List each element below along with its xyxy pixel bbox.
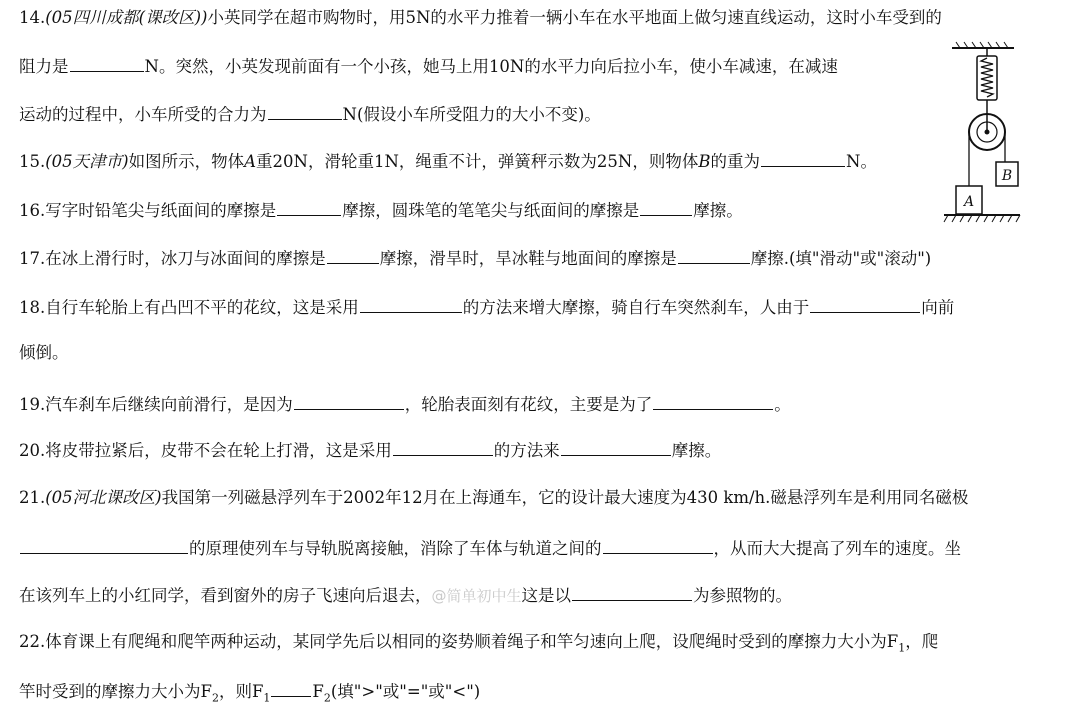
q22-sub-4: 2 — [323, 691, 331, 705]
q22-sub-2: 2 — [211, 691, 219, 705]
q15-text-1: 如图所示，物体 — [128, 152, 245, 171]
q19-blank-2[interactable] — [653, 391, 773, 410]
q19-text-2: ，轮胎表面刻有花纹，主要是为了 — [404, 395, 653, 414]
q21-text-6: 为参照物的。 — [693, 586, 793, 605]
q22-sub-1: 1 — [898, 641, 906, 655]
q19-text-1: 19.汽车刹车后继续向前滑行，是因为 — [19, 395, 293, 414]
q16-text-2: 摩擦，圆珠笔的笔笔尖与纸面间的摩擦是 — [342, 201, 640, 220]
q22-line-1 — [19, 630, 938, 654]
q14-number: 14. — [19, 8, 46, 27]
block-a-label: A — [963, 194, 975, 210]
q22-text-2: ，爬 — [905, 632, 939, 651]
q21-number: 21. — [19, 488, 46, 507]
watermark: @简单初中生 — [431, 587, 522, 605]
q15-blank[interactable] — [761, 148, 845, 167]
q22-text-6: (填">"或"="或"<") — [330, 682, 481, 701]
q22-text-1: 22.体育课上有爬绳和爬竿两种运动，某同学先后以相同的姿势顺着绳子和竿匀速向上爬，设爬绳时受到的摩擦力大小为F — [19, 632, 899, 651]
q14-blank-1[interactable] — [70, 53, 144, 72]
q19-blank-1[interactable] — [294, 391, 404, 410]
q16-line — [19, 197, 743, 221]
q18-line-2 — [19, 341, 69, 365]
q21-blank-2[interactable] — [603, 535, 713, 554]
q18-blank-1[interactable] — [360, 294, 462, 313]
q15-object-b: B — [698, 152, 711, 171]
q14-line-2 — [19, 53, 838, 77]
q21-blank-3[interactable] — [572, 582, 692, 601]
q16-blank-1[interactable] — [277, 197, 341, 216]
q22-sub-3: 1 — [263, 691, 271, 705]
q15-source: (05天津市) — [45, 152, 129, 171]
q14-text-5: N(假设小车所受阻力的大小不变)。 — [342, 105, 601, 124]
q20-text-3: 摩擦。 — [671, 441, 722, 460]
q18-line-1 — [19, 294, 954, 318]
q21-text-3: ，从而大大提高了列车的速度。坐 — [713, 539, 961, 558]
q21-line-3 — [19, 582, 792, 606]
q17-blank-1[interactable] — [327, 245, 379, 264]
q22-text-5: F — [312, 682, 324, 701]
q15-line — [19, 148, 877, 172]
q14-blank-2[interactable] — [268, 101, 342, 120]
q15-text-4: N。 — [846, 152, 877, 171]
q18-text-2: 的方法来增大摩擦，骑自行车突然刹车，人由于 — [462, 298, 810, 317]
block-b-label: B — [1001, 168, 1013, 184]
q16-blank-2[interactable] — [640, 197, 692, 216]
q20-blank-2[interactable] — [561, 437, 671, 456]
q16-text-3: 摩擦。 — [693, 201, 743, 220]
q21-source: (05河北课改区) — [45, 488, 162, 507]
q18-blank-2[interactable] — [810, 294, 920, 313]
q18-text-3: 向前 — [921, 298, 955, 317]
q14-text-2: 阻力是 — [19, 57, 69, 76]
q21-line-1 — [19, 486, 968, 510]
q15-text-3: 的重为 — [710, 152, 760, 171]
q20-text-1: 20.将皮带拉紧后，皮带不会在轮上打滑，这是采用 — [19, 441, 392, 460]
q16-text-1: 16.写字时铅笔尖与纸面间的摩擦是 — [19, 201, 277, 220]
q14-text-3: N。突然，小英发现前面有一个小孩，她马上用10N的水平力向后拉小车，使小车减速，在减速 — [144, 57, 838, 76]
q21-text-5: 这是以 — [521, 586, 572, 605]
q14-text-1: 小英同学在超市购物时，用5N的水平力推着一辆小车在水平地面上做匀速直线运动，这时小车受到的 — [207, 8, 942, 27]
q20-blank-1[interactable] — [393, 437, 493, 456]
q22-text-3: 竿时受到的摩擦力大小为F — [19, 682, 212, 701]
q21-text-1: 我国第一列磁悬浮列车于2002年12月在上海通车，它的设计最大速度为430 km/h.磁悬浮列车是利用同名磁极 — [161, 488, 969, 507]
pulley-diagram — [940, 40, 1026, 226]
q18-text-1: 18.自行车轮胎上有凸凹不平的花纹，这是采用 — [19, 298, 359, 317]
q20-line — [19, 437, 721, 461]
q14-source: (05四川成都(课改区)) — [45, 8, 208, 27]
q19-text-3: 。 — [774, 395, 791, 414]
q18-text-4: 倾倒。 — [19, 343, 69, 362]
q22-line-2 — [19, 678, 481, 705]
q14-line-3 — [19, 101, 601, 125]
q22-blank[interactable] — [271, 678, 311, 697]
q17-blank-2[interactable] — [678, 245, 750, 264]
q15-text-2: 重20N，滑轮重1N，绳重不计，弹簧秤示数为25N，则物体 — [256, 152, 699, 171]
q19-line — [19, 391, 791, 415]
q17-text-2: 摩擦，滑旱时，旱冰鞋与地面间的摩擦是 — [379, 249, 677, 268]
q15-number: 15. — [19, 152, 46, 171]
q21-text-2: 的原理使列车与导轨脱离接触，消除了车体与轨道之间的 — [189, 539, 602, 558]
q17-line — [19, 245, 931, 269]
q22-text-4: ，则F — [218, 682, 264, 701]
q14-line-1 — [19, 6, 942, 30]
q21-text-4: 在该列车上的小红同学，看到窗外的房子飞速向后退去， — [19, 586, 432, 605]
q17-text-3: 摩擦.(填"滑动"或"滚动") — [750, 249, 932, 268]
q15-object-a: A — [244, 152, 257, 171]
q17-text-1: 17.在冰上滑行时，冰刀与冰面间的摩擦是 — [19, 249, 326, 268]
q21-blank-1[interactable] — [20, 535, 188, 554]
q21-line-2 — [19, 535, 961, 559]
q14-text-4: 运动的过程中，小车所受的合力为 — [19, 105, 267, 124]
ground-hatch — [944, 215, 1020, 222]
q20-text-2: 的方法来 — [493, 441, 560, 460]
